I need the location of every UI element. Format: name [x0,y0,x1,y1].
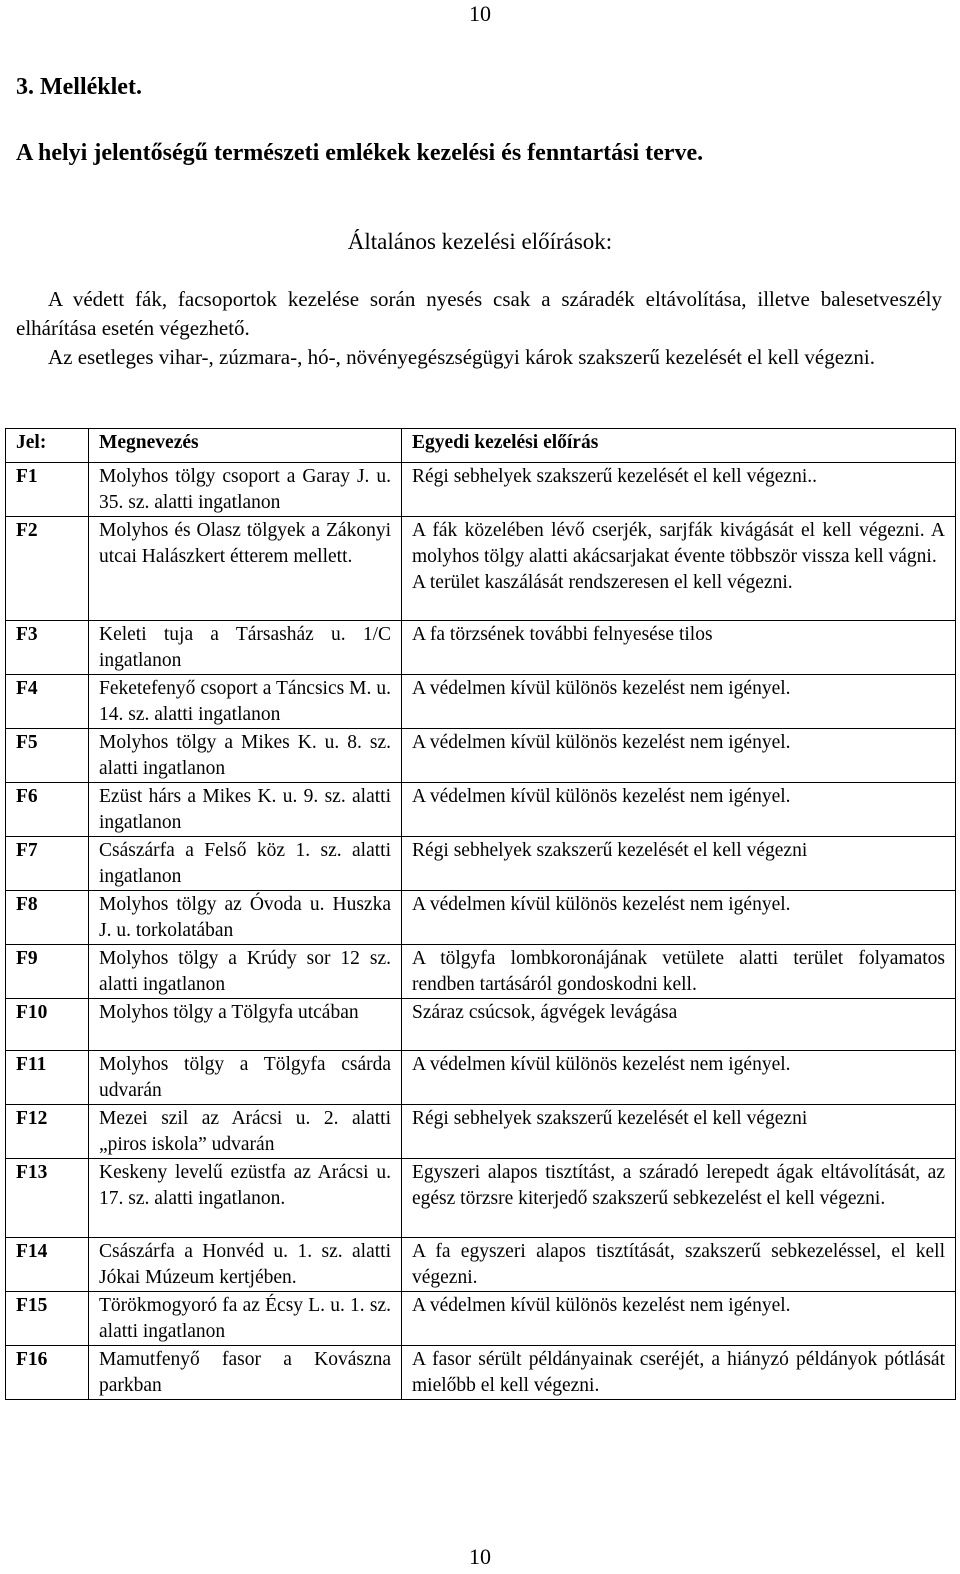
table-row [6,463,956,517]
cell-rule: A védelmen kívül különös kezelést nem igényel. [402,729,956,783]
cell-rule: Régi sebhelyek szakszerű kezelését el kell végezni [402,1105,956,1159]
cell-name: Feketefenyő csoport a Táncsics M. u. 14. sz. alatti ingatlanon [89,675,402,729]
cell-name: Molyhos és Olasz tölgyek a Zákonyi utcai Halászkert étterem mellett. [89,517,402,621]
cell-name: Molyhos tölgy az Óvoda u. Huszka J. u. torkolatában [89,891,402,945]
cell-jel: F6 [6,783,89,837]
table-row [6,517,956,621]
cell-jel: F4 [6,675,89,729]
table-row [6,729,956,783]
general-rule-paragraph-1 [16,285,942,343]
cell-jel: F3 [6,621,89,675]
cell-jel: F5 [6,729,89,783]
page-number-top: 10 [469,1,491,26]
cell-rule: A védelmen kívül különös kezelést nem igényel. [402,1292,956,1346]
header-jel: Jel: [6,429,89,463]
cell-rule: A fasor sérült példányainak cseréjét, a hiányzó példányok pótlását mielőbb el kell végezni. [402,1346,956,1400]
header-eloiras: Egyedi kezelési előírás [402,429,956,463]
annex-title: 3. Melléklet. [16,74,142,100]
table-row [6,621,956,675]
table-row [6,1051,956,1105]
general-rules-heading: Általános kezelési előírások: [347,229,613,254]
cell-rule: A védelmen kívül különös kezelést nem igényel. [402,783,956,837]
rule-text: A fák közelében lévő cserjék, sarjfák kivágását el kell végezni. A molyhos tölgy alatti akácsarjakat évente többször vissza kell vágni. [412,520,945,567]
cell-jel: F2 [6,517,89,621]
table-row [6,1238,956,1292]
table-header-row [6,429,956,463]
cell-rule [402,517,956,621]
cell-name: Molyhos tölgy csoport a Garay J. u. 35. sz. alatti ingatlanon [89,463,402,517]
cell-rule: Egyszeri alapos tisztítást, a száradó lerepedt ágak eltávolítását, az egész törzsre kiterjedő szakszerű sebkezelést el kell végezni. [402,1159,956,1238]
cell-rule: A fa egyszeri alapos tisztítását, szakszerű sebkezeléssel, el kell végezni. [402,1238,956,1292]
cell-rule: A tölgyfa lombkoronájának vetülete alatti terület folyamatos rendben tartásáról gondoskodni kell. [402,945,956,999]
management-rules-table [5,428,956,1400]
cell-rule: A védelmen kívül különös kezelést nem igényel. [402,891,956,945]
general-rule-paragraph-2 [16,343,942,372]
table-row [6,999,956,1051]
table-row [6,1292,956,1346]
cell-jel: F12 [6,1105,89,1159]
page-number-bottom: 10 [469,1544,491,1569]
cell-name: Ezüst hárs a Mikes K. u. 9. sz. alatti ingatlanon [89,783,402,837]
cell-rule: A védelmen kívül különös kezelést nem igényel. [402,675,956,729]
rule-text-2: A terület kaszálását rendszeresen el kell végezni. [412,572,793,593]
table-row [6,837,956,891]
cell-jel: F8 [6,891,89,945]
table-row [6,783,956,837]
cell-rule: Régi sebhelyek szakszerű kezelését el kell végezni [402,837,956,891]
table-row [6,1105,956,1159]
paragraph-text: Az esetleges vihar-, zúzmara-, hó-, növényegészségügyi károk szakszerű kezelését el kell végezni. [48,345,875,369]
cell-name: Császárfa a Felső köz 1. sz. alatti ingatlanon [89,837,402,891]
cell-jel: F16 [6,1346,89,1400]
cell-jel: F13 [6,1159,89,1238]
cell-name: Mamutfenyő fasor a Kovászna parkban [89,1346,402,1400]
header-megnevezes: Megnevezés [89,429,402,463]
document-title: A helyi jelentőségű természeti emlékek kezelési és fenntartási terve. [16,140,704,166]
table-row [6,945,956,999]
cell-name: Molyhos tölgy a Krúdy sor 12 sz. alatti ingatlanon [89,945,402,999]
cell-name: Keleti tuja a Társasház u. 1/C ingatlanon [89,621,402,675]
cell-name: Molyhos tölgy a Tölgyfa csárda udvarán [89,1051,402,1105]
table-row [6,1159,956,1238]
cell-jel: F1 [6,463,89,517]
cell-jel: F10 [6,999,89,1051]
cell-name: Császárfa a Honvéd u. 1. sz. alatti Jókai Múzeum kertjében. [89,1238,402,1292]
cell-rule: A védelmen kívül különös kezelést nem igényel. [402,1051,956,1105]
cell-jel: F14 [6,1238,89,1292]
cell-name: Molyhos tölgy a Tölgyfa utcában [89,999,402,1051]
table-row [6,891,956,945]
cell-jel: F7 [6,837,89,891]
cell-rule: Régi sebhelyek szakszerű kezelését el kell végezni.. [402,463,956,517]
cell-jel: F9 [6,945,89,999]
paragraph-text: A védett fák, facsoportok kezelése során nyesés csak a száradék eltávolítása, illetve balesetveszély elhárítása esetén végezhető. [16,287,942,340]
cell-name: Keskeny levelű ezüstfa az Arácsi u. 17. sz. alatti ingatlanon. [89,1159,402,1238]
cell-name: Molyhos tölgy a Mikes K. u. 8. sz. alatti ingatlanon [89,729,402,783]
table-row [6,1346,956,1400]
cell-jel: F11 [6,1051,89,1105]
cell-name: Mezei szil az Arácsi u. 2. alatti „piros iskola” udvarán [89,1105,402,1159]
cell-name: Törökmogyoró fa az Écsy L. u. 1. sz. alatti ingatlanon [89,1292,402,1346]
table-row [6,675,956,729]
cell-rule: Száraz csúcsok, ágvégek levágása [402,999,956,1051]
cell-rule: A fa törzsének további felnyesése tilos [402,621,956,675]
cell-jel: F15 [6,1292,89,1346]
